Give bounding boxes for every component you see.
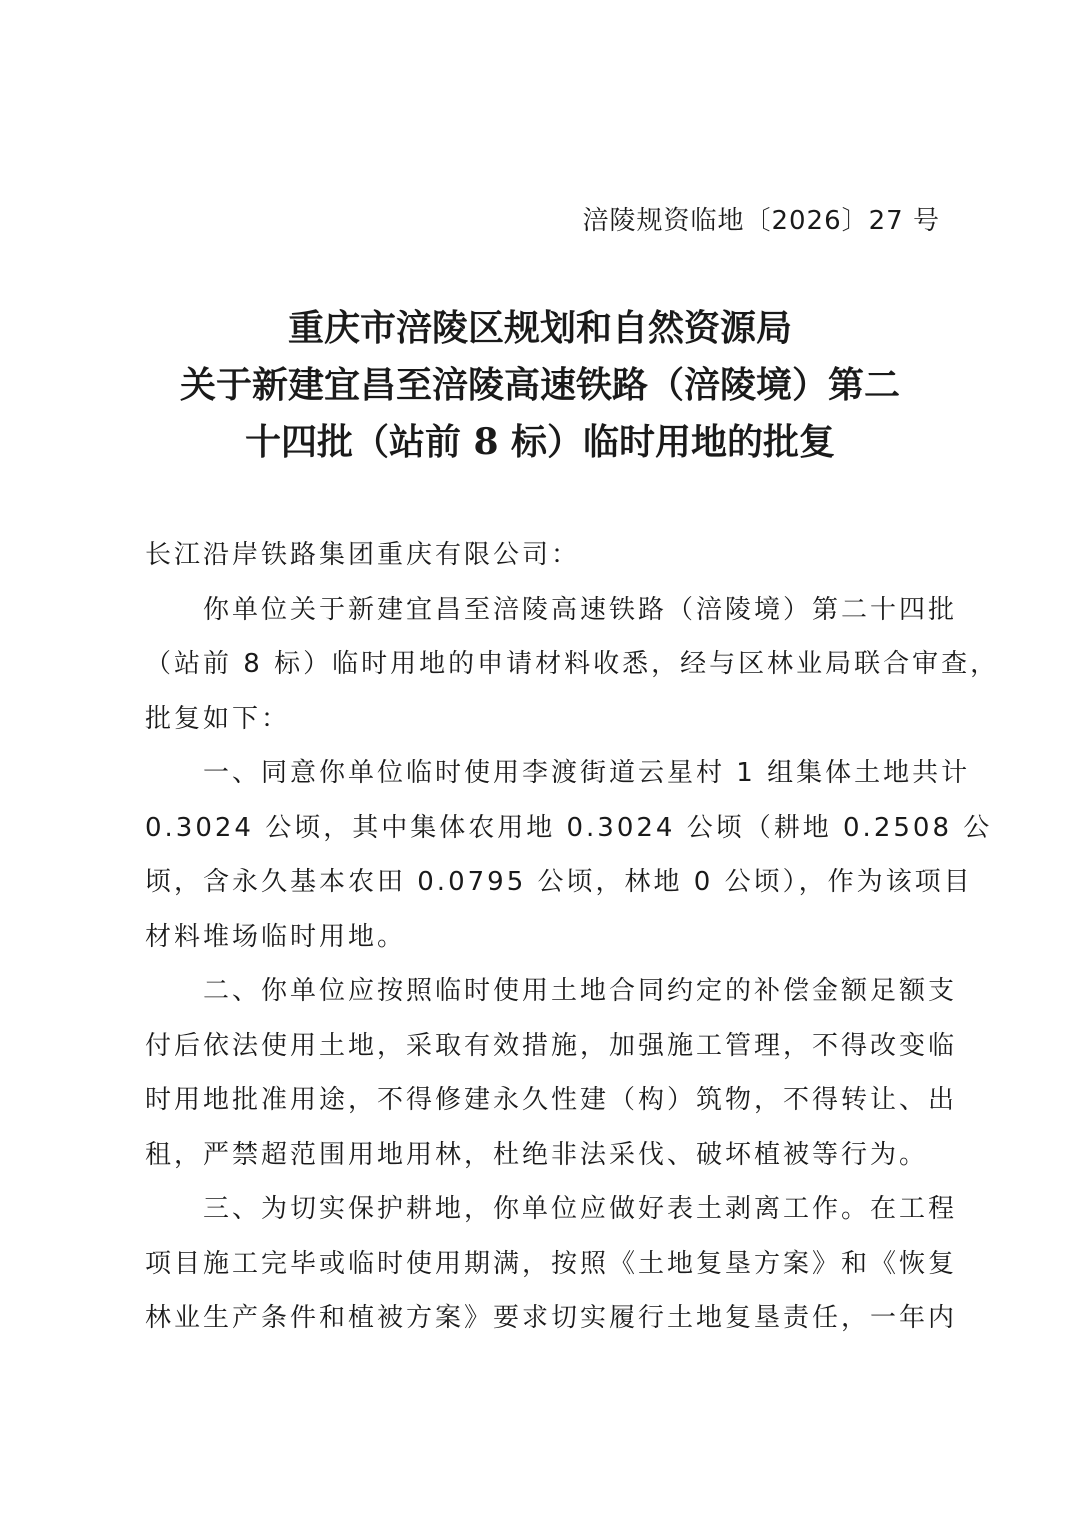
document-body	[145, 528, 1000, 1346]
salutation: 长江沿岸铁路集团重庆有限公司：	[145, 540, 581, 570]
paragraph-4	[145, 1182, 958, 1346]
paragraph-line: 0.3024 公顷，其中集体农用地 0.3024 公顷（耕地 0.2508 公	[145, 812, 993, 843]
paragraph-1	[145, 583, 1000, 747]
paragraph-line: 租，严禁超范围用地用林，杜绝非法采伐、破坏植被等行为。	[145, 1139, 929, 1170]
document-number: 涪陵规资临地〔2026〕27 号	[582, 206, 940, 236]
paragraph-3	[145, 964, 958, 1182]
title-line: 关于新建宜昌至涪陵高速铁路（涪陵境）第二	[179, 364, 900, 406]
paragraph-line: 林业生产条件和植被方案》要求切实履行土地复垦责任，一年内	[145, 1303, 958, 1333]
paragraph-line: 顷，含永久基本农田 0.0795 公顷，林地 0 公顷），作为该项目	[145, 867, 973, 897]
document-title	[140, 300, 940, 471]
paragraph-line: 材料堆场临时用地。	[145, 921, 407, 952]
paragraph-line: 你单位关于新建宜昌至涪陵高速铁路（涪陵境）第二十四批	[203, 594, 958, 625]
paragraph-2	[145, 746, 993, 964]
paragraph-line: 时用地批准用途，不得修建永久性建（构）筑物，不得转让、出	[145, 1085, 958, 1115]
paragraph-line: 二、你单位应按照临时使用土地合同约定的补偿金额足额支	[203, 976, 958, 1006]
paragraph-line: 项目施工完毕或临时使用期满，按照《土地复垦方案》和《恢复	[145, 1248, 958, 1279]
paragraph-line: 付后依法使用土地，采取有效措施，加强施工管理，不得改变临	[145, 1030, 958, 1061]
paragraph-line: 三、为切实保护耕地，你单位应做好表土剥离工作。在工程	[203, 1194, 958, 1224]
title-line: 十四批（站前 8 标）临时用地的批复	[244, 421, 836, 463]
title-line: 重庆市涪陵区规划和自然资源局	[287, 307, 792, 349]
paragraph-line: 批复如下：	[145, 703, 291, 734]
paragraph-line: 一、同意你单位临时使用李渡街道云星村 1 组集体土地共计	[203, 758, 971, 788]
paragraph-line: （站前 8 标）临时用地的申请材料收悉，经与区林业局联合审查，	[145, 649, 1000, 679]
